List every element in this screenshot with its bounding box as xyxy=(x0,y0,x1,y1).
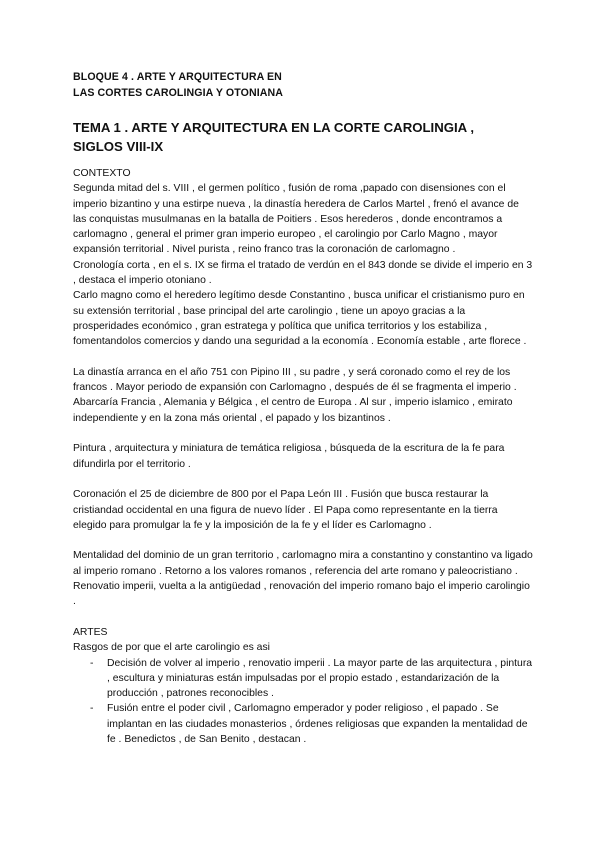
contexto-heading: CONTEXTO xyxy=(73,168,131,179)
list-item-text: Decisión de volver al imperio , renovatio imperii . La mayor parte de las arquitectura , pintura , escultura y miniaturas están impulsadas por el propio estado , estandarización de la producción , patrones reconocibles . xyxy=(107,657,533,700)
contexto-paragraph-5: Pintura , arquitectura y miniatura de temática religiosa , búsqueda de la escritura de la fe para difundirla por el territorio . xyxy=(73,443,505,470)
list-item-text: Fusión entre el poder civil , Carlomagno emperador y poder religioso , el papado . Se implantan en las ciudades monasterios , órdenes religiosas que expanden la mentalidad de fe . Benedictos , de San Benito , destacan . xyxy=(107,703,528,745)
list-item xyxy=(73,656,533,702)
artes-intro: Rasgos de por que el arte carolingio es asi xyxy=(73,642,270,654)
tema-title-line-1: TEMA 1 . ARTE Y ARQUITECTURA EN LA CORTE CAROLINGIA , xyxy=(73,120,475,135)
bullet-dash: - xyxy=(90,657,94,669)
contexto-paragraph-2: Cronología corta , en el s. IX se firma el tratado de verdún en el 843 donde se divide el imperio en 3 , destaca el imperio otoniano . xyxy=(73,259,533,287)
tema-title-line-2: SIGLOS VIII-IX xyxy=(73,139,164,154)
block-title-line-1: BLOQUE 4 . ARTE Y ARQUITECTURA EN xyxy=(73,71,282,83)
tema-title xyxy=(73,118,543,156)
block-title xyxy=(73,70,533,101)
contexto-paragraph-1: Segunda mitad del s. VIII , el germen político , fusión de roma ,papado con disensiones con el imperio bizantino y una estirpe nueva , la dinastía heredera de Carlos Martel , frenó el avance de las conquistas musulmanas en la batalla de Poitiers . Esos herederos , donde encontramos a carlomagno , general el primer gran imperio europeo , el carolingio por Carlo Magno , mayor expansión territorial . Nivel purista , reino franco tras la coronación de carlomagno . xyxy=(73,183,519,256)
spacer xyxy=(73,426,533,441)
contexto-paragraph-7: Mentalidad del dominio de un gran territorio , carlomagno mira a constantino y constantino va ligado al imperio romano . Retorno a los valores romanos , referencia del arte romano y paleocristiano . Renovatio imperii, vuelta a la antigüedad , renovación del imperio romano bajo el imperio carolingio . xyxy=(73,550,533,608)
spacer xyxy=(73,472,533,487)
bullet-dash: - xyxy=(90,703,94,715)
spacer xyxy=(73,533,533,548)
document-body xyxy=(73,166,533,747)
contexto-paragraph-3: Carlo magno como el heredero legítimo desde Constantino , busca unificar el cristianismo puro en su extensión territorial , base principal del arte carolingio , tiene un apoyo gracias a la prosperidades económico , gran estratega y política que unifica territorios y los estabiliza , fomentandolos comercios y dando una seguridad a la economía . Economía estable , arte florece . xyxy=(73,290,527,348)
contexto-paragraph-4: La dinastía arranca en el año 751 con Pipino III , su padre , y será coronado como el rey de los francos . Mayor periodo de expansión con Carlomagno , después de él se fragmenta el imperio . Abarcaría Francia , Alemania y Bélgica , el centro de Europa . Al sur , imperio islamico , emirato independiente y en la zona más oriental , el papado y los bizantinos . xyxy=(73,366,517,424)
spacer xyxy=(73,610,533,625)
spacer xyxy=(73,350,533,365)
list-item xyxy=(73,701,533,747)
contexto-paragraph-6: Coronación el 25 de diciembre de 800 por el Papa León III . Fusión que busca restaurar la cristiandad occidental en una figura de nuevo líder . El Papa como representante en la tierra elegido para promulgar la fe y la imposición de la fe y el líder es Carlomagno . xyxy=(73,489,498,531)
artes-list xyxy=(73,656,533,748)
block-title-line-2: LAS CORTES CAROLINGIA Y OTONIANA xyxy=(73,86,283,99)
artes-heading: ARTES xyxy=(73,626,108,638)
